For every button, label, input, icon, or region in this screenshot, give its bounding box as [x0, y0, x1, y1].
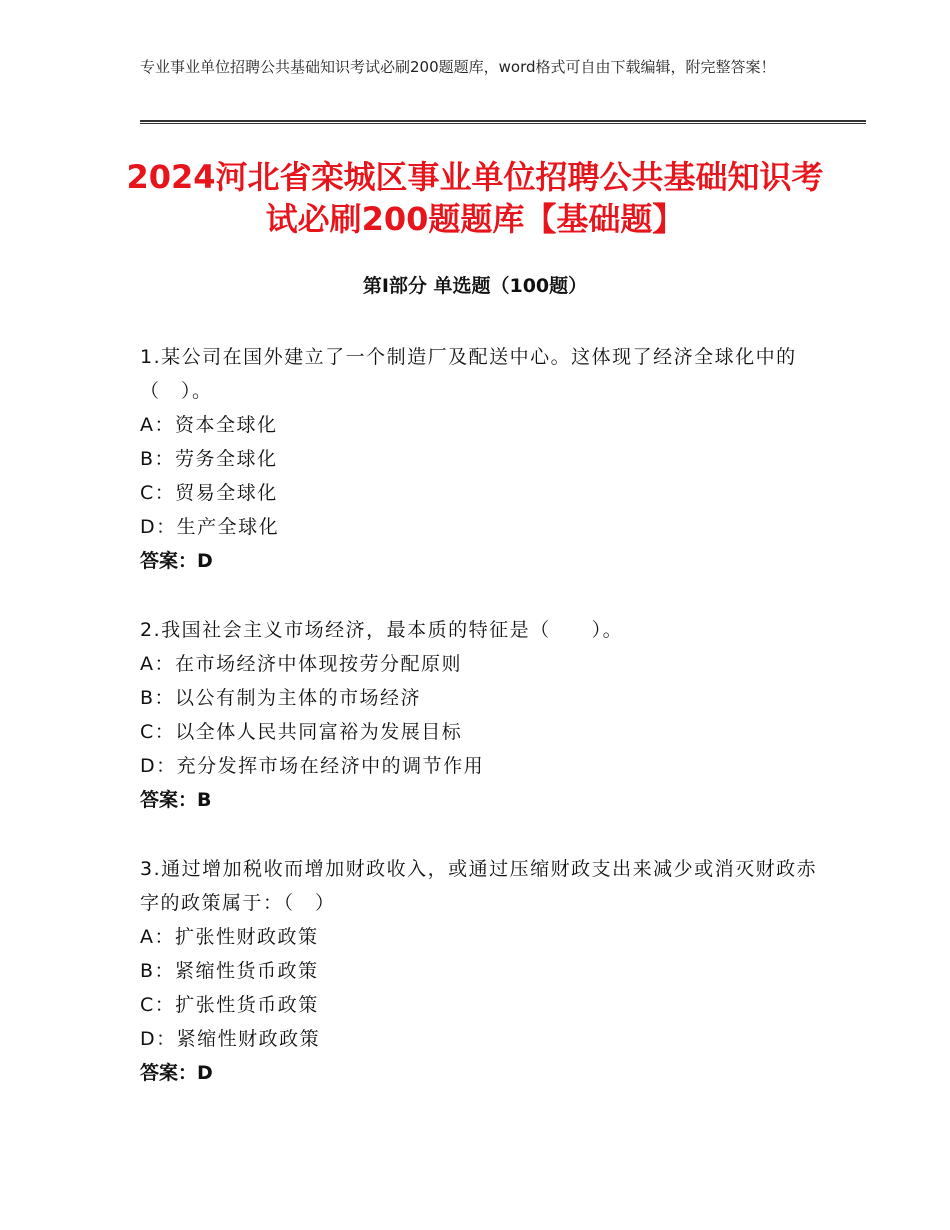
- question-option: B：以公有制为主体的市场经济: [140, 687, 422, 709]
- header-divider: [140, 120, 866, 124]
- question-option: B：紧缩性货币政策: [140, 960, 319, 982]
- question-option: A：资本全球化: [140, 414, 278, 436]
- question-stem: 3.通过增加税收而增加财政收入，或通过压缩财政支出来减少或消灭财政赤字的政策属于：（ ）: [140, 858, 818, 914]
- question-item: [140, 852, 820, 1090]
- question-option: D：充分发挥市场在经济中的调节作用: [140, 755, 485, 777]
- question-list: [140, 340, 820, 1125]
- question-option: C：以全体人民共同富裕为发展目标: [140, 721, 463, 743]
- question-answer: 答案：B: [140, 789, 212, 811]
- question-answer: 答案：D: [140, 550, 213, 572]
- question-option: A：扩张性财政政策: [140, 926, 319, 948]
- question-stem: 2.我国社会主义市场经济，最本质的特征是（ ）。: [140, 619, 624, 641]
- question-option: D：紧缩性财政政策: [140, 1028, 321, 1050]
- question-option: C：贸易全球化: [140, 482, 278, 504]
- question-option: C：扩张性货币政策: [140, 994, 319, 1016]
- question-stem: 1.某公司在国外建立了一个制造厂及配送中心。这体现了经济全球化中的（ ）。: [140, 346, 797, 402]
- question-item: [140, 340, 820, 578]
- question-option: B：劳务全球化: [140, 448, 278, 470]
- question-option: A：在市场经济中体现按劳分配原则: [140, 653, 462, 675]
- document-title: 2024河北省栾城区事业单位招聘公共基础知识考试必刷200题题库【基础题】: [126, 158, 824, 238]
- question-answer: 答案：D: [140, 1062, 213, 1084]
- question-option: D：生产全球化: [140, 516, 280, 538]
- header-note: 专业事业单位招聘公共基础知识考试必刷200题题库，word格式可自由下载编辑，附完整答案！: [140, 58, 776, 76]
- section-title: 第Ⅰ部分 单选题（100题）: [362, 275, 588, 297]
- question-item: [140, 613, 820, 817]
